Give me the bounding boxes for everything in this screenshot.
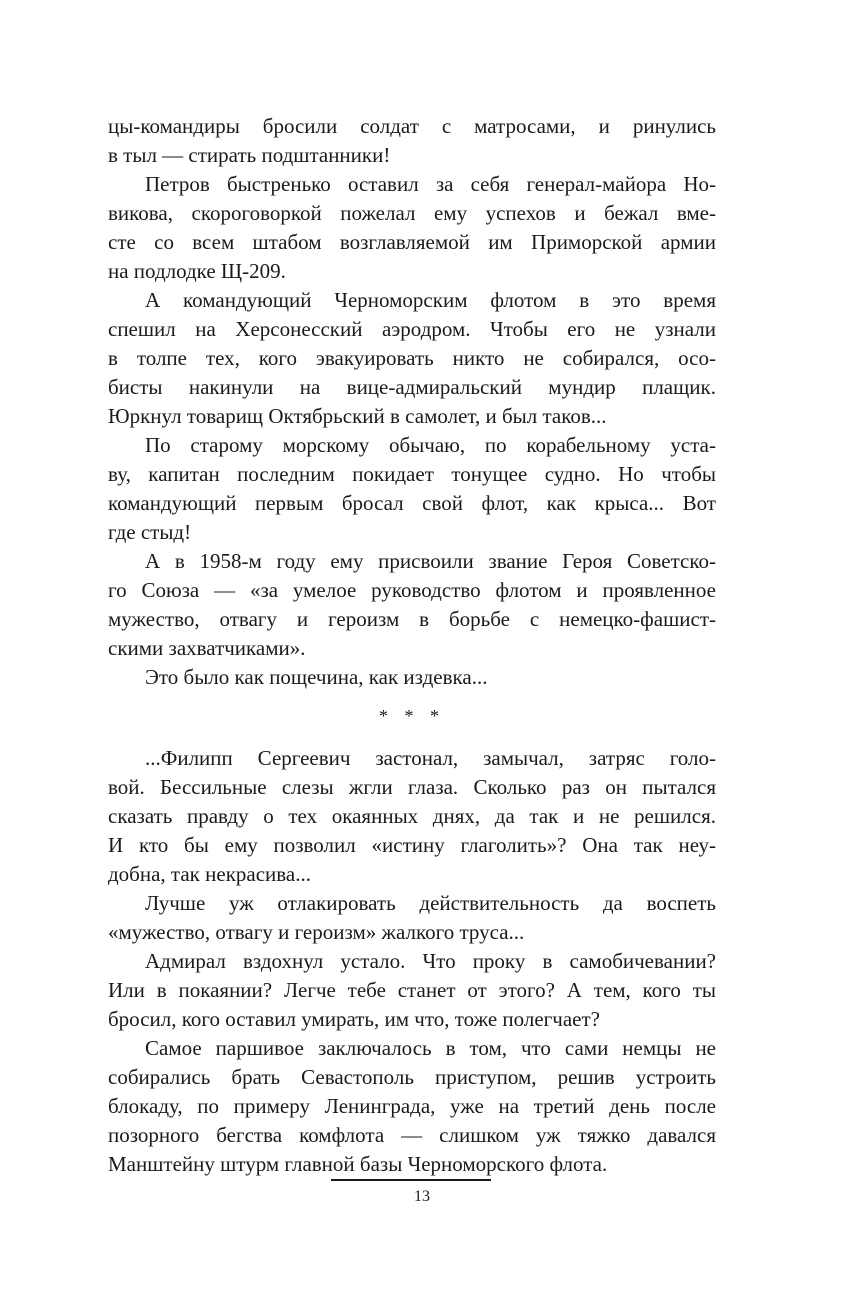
text-line: где стыд! (108, 520, 192, 544)
text-line: добна, так некрасива... (108, 862, 311, 886)
text-line: скими захватчиками». (108, 636, 306, 660)
text-line: И кто бы ему позволил «истину глаголить»? Она так неу- (108, 833, 716, 857)
text-line: бросил, кого оставил умирать, им что, тоже полегчает? (108, 1007, 600, 1031)
text-line: Это было как пощечина, как издевка... (145, 665, 488, 689)
paragraph (108, 431, 716, 547)
text-line: го Союза — «за умелое руководство флотом и проявленное (108, 578, 716, 602)
paragraph (108, 170, 716, 286)
text-line: Или в покаянии? Легче тебе станет от этого? А тем, кого ты (108, 978, 716, 1002)
text-line: А командующий Черноморским флотом в это время (145, 288, 716, 312)
page-body (108, 112, 716, 1179)
paragraph (108, 889, 716, 947)
text-line: вой. Бессильные слезы жгли глаза. Сколько раз он пытался (108, 775, 716, 799)
text-line: в толпе тех, кого эвакуировать никто не собирался, осо- (108, 346, 716, 370)
text-line: Лучше уж отлакировать действительность да воспеть (145, 891, 716, 915)
text-line: Самое паршивое заключалось в том, что сами немцы не (145, 1036, 716, 1060)
text-line: викова, скороговоркой пожелал ему успехов и бежал вме- (108, 201, 716, 225)
paragraph (108, 947, 716, 1034)
text-line: цы-командиры бросили солдат с матросами, и ринулись (108, 114, 716, 138)
text-block-top (108, 112, 716, 692)
text-line: мужество, отвагу и героизм в борьбе с немецко-фашист- (108, 607, 716, 631)
text-line: «мужество, отвагу и героизм» жалкого труса... (108, 920, 525, 944)
page-number: 13 (414, 1188, 430, 1205)
footer-rule (331, 1179, 491, 1181)
text-line: Адмирал вздохнул устало. Что проку в самобичевании? (145, 949, 716, 973)
paragraph (108, 547, 716, 663)
section-separator: * * * (379, 706, 445, 726)
text-line: ...Филипп Сергеевич застонал, замычал, затряс голо- (145, 746, 716, 770)
text-line: в тыл — стирать подштанники! (108, 143, 391, 167)
text-line: сказать правду о тех окаянных днях, да так и не решился. (108, 804, 716, 828)
text-line: командующий первым бросал свой флот, как крыса... Вот (108, 491, 716, 515)
text-line: блокаду, по примеру Ленинграда, уже на третий день после (108, 1094, 716, 1118)
text-block-bottom (108, 744, 716, 1179)
paragraph (108, 112, 716, 170)
text-line: По старому морскому обычаю, по корабельному уста- (145, 433, 716, 457)
paragraph (108, 744, 716, 889)
paragraph (108, 1034, 716, 1179)
text-line: Манштейну штурм главной базы Черноморского флота. (108, 1152, 608, 1176)
text-line: позорного бегства комфлота — слишком уж тяжко давался (108, 1123, 716, 1147)
text-line: сте со всем штабом возглавляемой им Приморской армии (108, 230, 716, 254)
text-line: Петров быстренько оставил за себя генерал-майора Но- (145, 172, 716, 196)
text-line: бисты накинули на вице-адмиральский мундир плащик. (108, 375, 716, 399)
paragraph (108, 663, 716, 692)
text-line: на подлодке Щ-209. (108, 259, 286, 283)
text-line: ву, капитан последним покидает тонущее судно. Но чтобы (108, 462, 716, 486)
paragraph (108, 286, 716, 431)
text-line: Юркнул товарищ Октябрьский в самолет, и был таков... (108, 404, 607, 428)
text-line: А в 1958-м году ему присвоили звание Героя Советско- (145, 549, 716, 573)
text-line: собирались брать Севастополь приступом, решив устроить (108, 1065, 716, 1089)
text-line: спешил на Херсонесский аэродром. Чтобы его не узнали (108, 317, 716, 341)
